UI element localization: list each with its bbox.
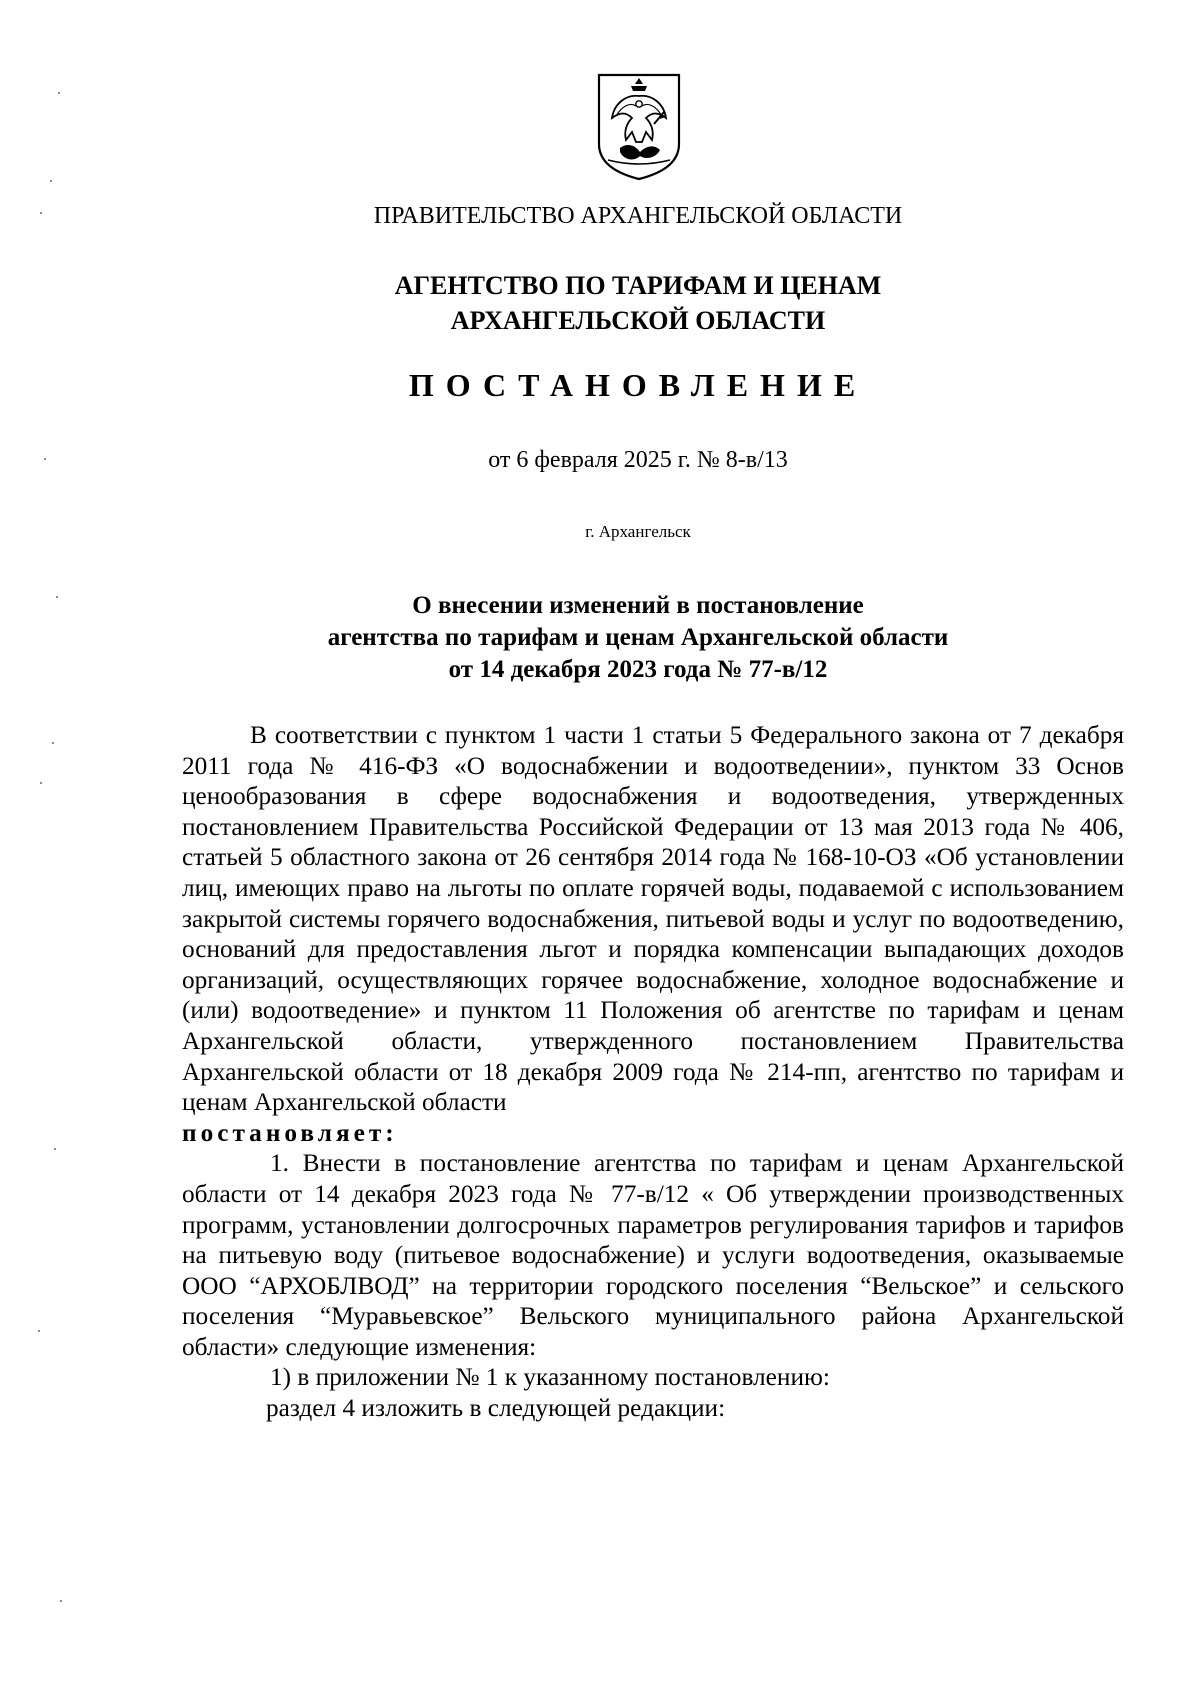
agency-name-line-2: АРХАНГЕЛЬСКОЙ ОБЛАСТИ — [450, 306, 826, 335]
document-title-line-1: О внесении изменений в постановление — [412, 592, 864, 619]
scan-speck — [60, 1600, 62, 1602]
scan-speck — [38, 1330, 40, 1332]
resolves-word-text: постановляет: — [182, 1118, 398, 1147]
agency-name-line-1: АГЕНТСТВО ПО ТАРИФАМ И ЦЕНАМ — [394, 271, 882, 300]
scan-speck — [58, 92, 60, 94]
coat-of-arms-icon — [596, 72, 682, 182]
document-date-number: от 6 февраля 2025 г. № 8-в/13 — [488, 447, 788, 473]
document-title-line-3: от 14 декабря 2023 года № 77-в/12 — [448, 656, 828, 683]
item-1-paragraph: 1. Внести в постановление агентства по тарифам и ценам Архангельской области от 14 декабря 2023 года № 77-в/12 « Об утверждении производственных программ, установлении долгосрочных параметров регулирования тарифов и тарифов на питьевую воду (питьевое водоснабжение) и услуги водоотведения, оказываемые ООО “АРХОБЛВОД” на территории городского поселения “Вельское” и сельского поселения “Муравьевское” Вельского муниципального района Архангельской области» следующие изменения: — [182, 1149, 1124, 1361]
document-city: г. Архангельск — [585, 522, 691, 541]
scan-speck — [40, 212, 42, 214]
coat-of-arms-emblem — [596, 72, 682, 182]
scan-speck — [52, 742, 54, 744]
resolves-word — [182, 1118, 1124, 1149]
scan-speck — [56, 596, 58, 598]
agency-name — [170, 268, 1106, 338]
scan-speck — [44, 458, 46, 460]
document-type-heading: ПОСТАНОВЛЕНИЕ — [408, 367, 868, 403]
government-name: ПРАВИТЕЛЬСТВО АРХАНГЕЛЬСКОЙ ОБЛАСТИ — [373, 203, 903, 229]
item-1-subitem-1: 1) в приложении № 1 к указанному постановлению: — [270, 1363, 830, 1392]
document-body — [182, 720, 1124, 1424]
preamble-paragraph: В соответствии с пунктом 1 части 1 статьи 5 Федерального закона от 7 декабря 2011 года № 416-ФЗ «О водоснабжении и водоотведении», пунктом 33 Основ ценообразования в сфере водоснабжения и водоотведения, утвержденных постановлением Правительства Российской Федерации от 13 мая 2013 года № 406, статьей 5 областного закона от 26 сентября 2014 года № 168-10-ОЗ «Об установлении лиц, имеющих право на льготы по оплате горячей воды, подаваемой с использованием закрытой системы горячего водоснабжения, питьевой воды и услуг по водоотведению, оснований для предоставления льгот и порядка компенсации выпадающих доходов организаций, осуществляющих горячее водоснабжение, холодное водоснабжение и (или) водоотведение» и пунктом 11 Положения об агентстве по тарифам и ценам Архангельской области, утвержденного постановлением Правительства Архангельской области от 18 декабря 2009 года № 214-пп, агентство по тарифам и ценам Архангельской области — [182, 721, 1124, 1117]
scan-speck — [54, 1148, 56, 1150]
scan-speck — [40, 782, 42, 784]
document-title — [170, 590, 1106, 686]
item-1-subitem-text: раздел 4 изложить в следующей редакции: — [266, 1394, 726, 1423]
scan-speck — [50, 180, 52, 182]
document-title-line-2: агентства по тарифам и ценам Архангельской области — [327, 624, 949, 651]
